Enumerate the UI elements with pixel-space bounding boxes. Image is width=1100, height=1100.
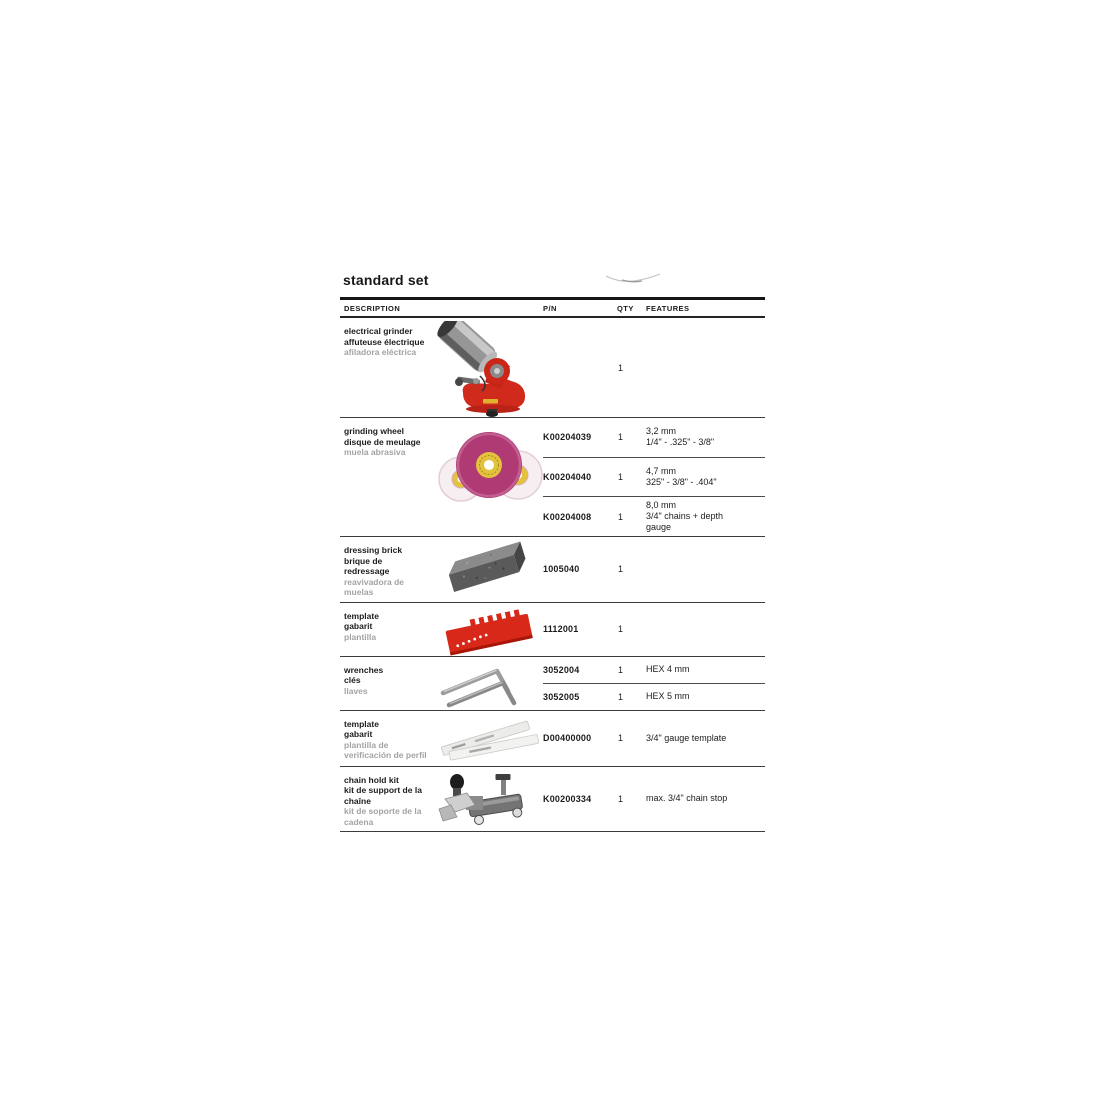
table-row [340,711,765,767]
column-header-description: DESCRIPTION [344,304,401,313]
part-number: 1005040 [543,564,580,575]
hex-wrenches-image [435,660,543,710]
quantity: 1 [618,362,624,373]
product-image-red-template [435,603,543,656]
quantity: 1 [618,664,624,675]
table-row [340,318,765,418]
table-row [340,657,765,711]
item-variant-row [543,711,765,766]
part-number: 1112001 [543,624,579,634]
part-number: K00204008 [543,511,592,522]
table-row [340,537,765,603]
item-description [340,767,435,832]
column-header-pn: P/N [543,304,557,313]
part-number: K00204039 [543,432,592,443]
item-name-en: template [344,610,379,621]
dressing-brick-image [435,540,543,598]
features [646,733,765,744]
electrical-grinder-image [435,321,543,417]
features [646,466,765,488]
scan-artifact [602,271,664,285]
item-variants [543,767,765,832]
item-name-en: electrical grinder [344,326,413,336]
item-description [340,418,435,536]
quantity: 1 [618,793,624,804]
item-name-fr: brique de redressage [344,555,390,576]
item-description [340,537,435,602]
item-variant-row [543,318,765,417]
item-name-es: reavivadora de muelas [344,576,405,597]
quantity: 1 [618,564,624,575]
item-variant-row [543,603,765,656]
item-name-fr: affuteuse électrique [344,336,425,347]
item-name-en: grinding wheel [344,426,404,436]
item-variant-row [543,418,765,457]
item-name-fr: clés [344,675,361,685]
item-name-fr: kit de support de la chaîne [344,785,422,806]
features [646,664,765,675]
part-number: D00400000 [543,733,592,743]
part-number: K00200334 [543,793,592,804]
feature-line: 1/4" - .325" - 3/8" [646,437,715,448]
column-header-qty: QTY [617,304,634,313]
table-header [340,297,765,318]
item-name-fr: gabarit [344,729,373,739]
item-variants [543,537,765,602]
feature-line: 3/4" gauge template [646,732,727,743]
red-template-image [435,606,543,656]
features [646,500,765,533]
catalog-page [340,272,765,832]
part-number: 3052004 [543,664,580,675]
item-name-en: template [344,718,379,729]
quantity: 1 [618,511,624,522]
item-name-en: chain hold kit [344,774,399,785]
quantity: 1 [618,691,624,702]
quantity: 1 [618,624,624,634]
quantity: 1 [618,432,624,443]
product-image-dressing-brick [435,537,543,602]
quantity: 1 [618,472,624,482]
item-name-en: dressing brick [344,545,403,555]
features [646,691,765,702]
item-description [340,603,435,656]
item-name-es: kit de soporte de la cadena [344,806,422,827]
table-body [340,318,765,832]
part-number: K00204040 [543,472,592,482]
item-name-es: plantilla de verificación de perfil [344,739,427,760]
feature-line: HEX 4 mm [646,664,690,674]
chain-hold-kit-image [435,770,543,828]
page-title: standard set [343,272,429,288]
feature-line: 3/4" chains + depth [646,511,724,522]
grinding-wheels-image [435,421,543,533]
feature-line: 325" - 3/8" - .404" [646,477,717,487]
item-variant-row [543,537,765,602]
feature-line: 4,7 mm [646,466,677,476]
features [646,793,765,804]
product-image-grinding-wheels [435,418,543,536]
item-name-es: llaves [344,685,368,696]
item-variant-row [543,767,765,832]
product-image-hex-wrenches [435,657,543,710]
item-description [340,657,435,710]
product-image-gauge-templates [435,711,543,766]
column-header-features: FEATURES [646,304,690,313]
item-description [340,318,435,417]
item-variant-row [543,657,765,683]
item-description [340,711,435,766]
quantity: 1 [618,733,624,743]
feature-line: max. 3/4" chain stop [646,793,728,804]
item-variant-row [543,496,765,536]
feature-line: HEX 5 mm [646,691,690,701]
gauge-templates-image [435,714,543,766]
item-variant-row [543,457,765,497]
item-name-en: wrenches [344,664,384,675]
item-name-fr: gabarit [344,621,373,631]
feature-line: gauge [646,522,672,533]
item-name-es: plantilla [344,631,377,642]
table-row [340,767,765,833]
item-variants [543,318,765,417]
product-image-chain-hold-kit [435,767,543,832]
product-image-electrical-grinder [435,318,543,417]
item-name-es: afiladora eléctrica [344,347,417,357]
item-variant-row [543,683,765,710]
table-row [340,418,765,537]
item-variants [543,711,765,766]
features [646,426,765,448]
feature-line: 3,2 mm [646,426,677,437]
item-name-fr: disque de meulage [344,436,421,447]
part-number: 3052005 [543,691,580,702]
item-variants [543,657,765,710]
item-variants [543,418,765,536]
feature-line: 8,0 mm [646,500,677,511]
item-name-es: muela abrasiva [344,447,406,457]
item-variants [543,603,765,656]
table-row [340,603,765,657]
